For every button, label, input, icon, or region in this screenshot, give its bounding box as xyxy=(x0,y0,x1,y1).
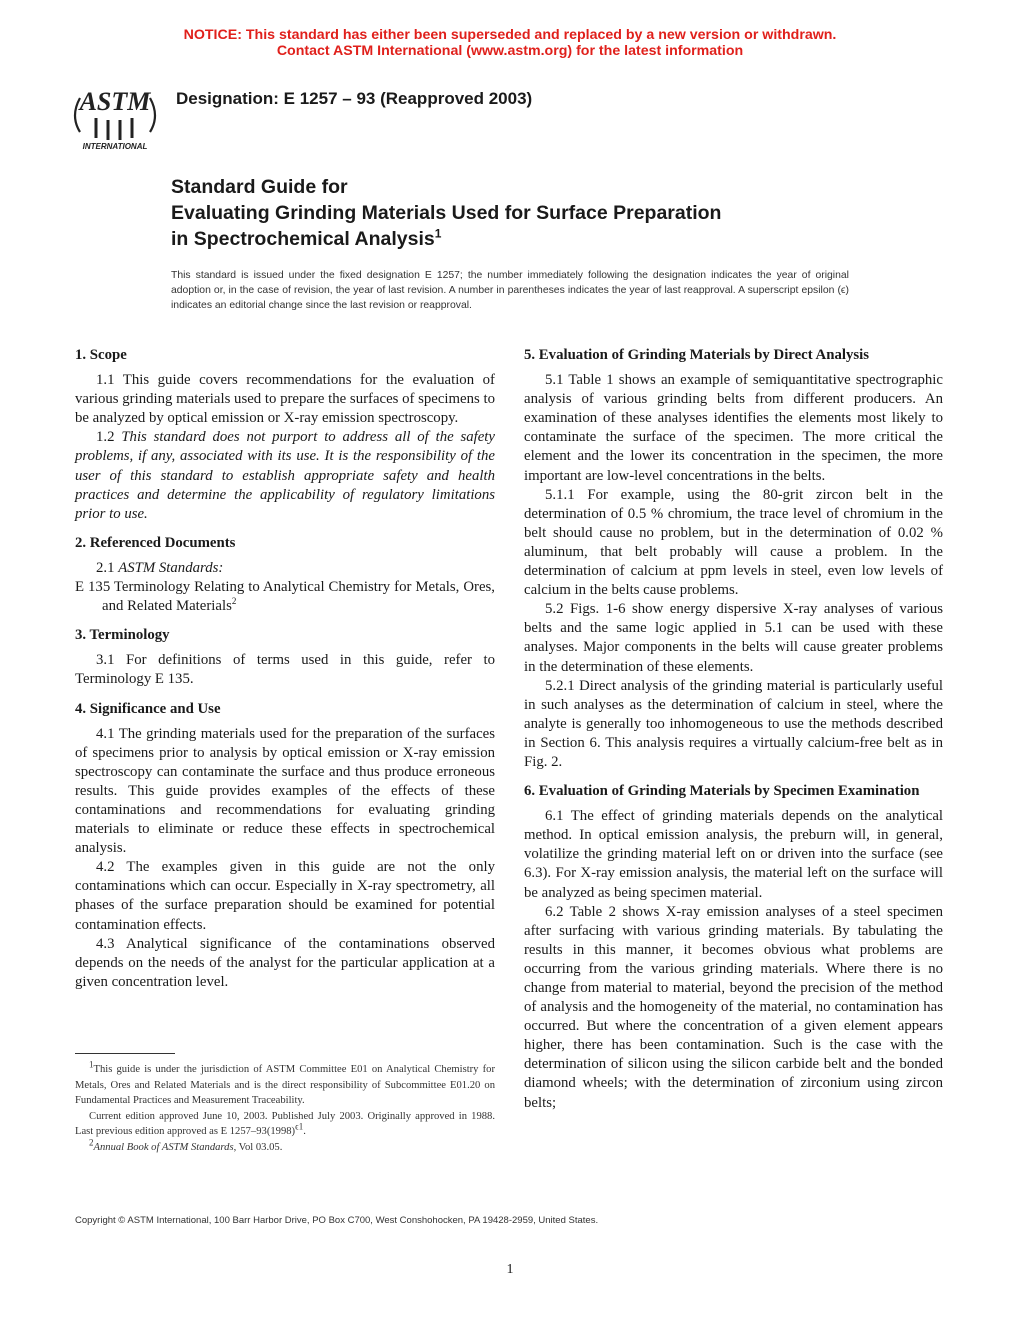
title-line-3: in Spectrochemical Analysis xyxy=(171,228,435,250)
notice-line-1: NOTICE: This standard has either been superseded and replaced by a new version or withdrawn. xyxy=(183,27,837,43)
paragraph-2-1-number: 2.1 xyxy=(96,559,119,576)
footnote-2 xyxy=(75,1136,495,1156)
section-heading-specimen-examination: 6. Evaluation of Grinding Materials by Specimen Examination xyxy=(524,783,920,800)
section-heading-direct-analysis: 5. Evaluation of Grinding Materials by Direct Analysis xyxy=(524,347,870,363)
paragraph-6-2: 6.2 Table 2 shows X-ray emission analyses of a steel specimen after surfacing with various grinding materials. By tabulating the results in this manner, it becomes obvious what problems are occurring from the various grinding materials. Where there is no change from material to material, beyond the precision of the method of analysis and the homogeneity of the material, no contamination has occurred. But where the concentration of a given element appears higher, there has been contamination. Such is the case with the determination of silicon using the silicon carbide belt and the bonded diamond wheels; with the determination of zirconium using zircon belts; xyxy=(524,903,943,1111)
paragraph-5-2-1: 5.2.1 Direct analysis of the grinding material is particularly useful in such analyses as the determination of calcium in steel, where the analyte is generally too inhomogeneous to use the methods described in Section 6. This analysis requires a virtually calcium-free belt as in Fig. 2. xyxy=(524,677,943,770)
logo-caption: INTERNATIONAL xyxy=(82,142,148,151)
section-heading-significance: 4. Significance and Use xyxy=(75,700,221,717)
footnote-1-text: This guide is under the jurisdiction of ASTM Committee E01 on Analytical Chemistry for Metals, Ores and Related Materials and is the direct responsibility of Subcommittee E01.20 on Fundamental Practices and Measurement Traceability. xyxy=(75,1064,495,1106)
footnote-1 xyxy=(75,1059,495,1109)
footnote-2-title: Annual Book of ASTM Standards xyxy=(93,1141,234,1153)
reference-e135-text: E 135 Terminology Relating to Analytical Chemistry for Metals, Ores, and Related Materials xyxy=(75,579,495,615)
section-heading-scope: 1. Scope xyxy=(75,347,127,363)
copyright-line: Copyright © ASTM International, 100 Barr Harbor Drive, PO Box C700, West Conshohocken, PA 19428-2959, United States. xyxy=(75,1215,599,1226)
paragraph-4-3: 4.3 Analytical significance of the contaminations observed depends on the needs of the analyst for the particular application at a given concentration level. xyxy=(75,935,495,990)
title-footnote-mark: 1 xyxy=(434,226,442,241)
page-number: 1 xyxy=(506,1262,514,1277)
paragraph-5-2: 5.2 Figs. 1-6 show energy dispersive X-ray analyses of various belts and the same logic applied in 5.1 can be used with these analyses. Major components in the belts will cause greater problems in the determination of these elements. xyxy=(524,601,943,675)
paragraph-1-2-number: 1.2 xyxy=(96,429,122,446)
title-line-1: Standard Guide for xyxy=(171,176,348,198)
footnotes xyxy=(75,1059,495,1155)
paragraph-5-1: 5.1 Table 1 shows an example of semiquantitative spectrographic analysis of various grinding belts from different producers. An examination of these analyses identifies the elements most likely to contaminate the surface of the specimen. The more critical the element and the lower its concentration in the specimen, the more important are low-level concentrations in the belts. xyxy=(524,372,943,484)
withdrawal-notice xyxy=(0,27,1020,59)
designation: Designation: E 1257 – 93 (Reapproved 2003) xyxy=(176,89,533,108)
document-title xyxy=(171,174,891,252)
footnote-2-mark: 2 xyxy=(89,1136,94,1147)
safety-statement: This standard does not purport to address all of the safety problems, if any, associated with its use. It is the responsibility of the user of this standard to establish appropriate safety and health practices and determine the applicability of regulatory limitations prior to use. xyxy=(75,429,495,522)
logo-letters: ASTM xyxy=(79,87,151,116)
paragraph-4-2: 4.2 The examples given in this guide are not the only contaminations which can occur. Especially in X-ray spectrometry, all phases of the surface preparation should be examined for potential contamination effects. xyxy=(75,859,495,933)
paragraph-6-1: 6.1 The effect of grinding materials depends on the analytical method. In optical emission analysis, the preburn will, in general, volatilize the grinding material left on or driven into the surface (see 6.3). For X-ray emission analysis, the material left on the surface will be analyzed as being specimen material. xyxy=(524,808,943,901)
section-heading-terminology: 3. Terminology xyxy=(75,627,170,644)
reference-e135 xyxy=(75,578,495,616)
edition-approved-end: . xyxy=(303,1126,306,1137)
paragraph-4-1: 4.1 The grinding materials used for the preparation of the surfaces of specimens prior to analysis by optical emission or X-ray emission spectroscopy can contaminate the surface and thus produce erroneous results. This guide provides examples of the effects of these contaminations and recommendations for evaluating grinding materials to eliminate or reduce these effects in spectrochemical analysis. xyxy=(75,725,495,857)
right-column xyxy=(524,346,943,1113)
footnote-2-volume: , Vol 03.05. xyxy=(233,1141,283,1153)
paragraph-2-1 xyxy=(75,559,495,578)
paragraph-1-1: 1.1 This guide covers recommendations for the evaluation of various grinding materials used to prepare the surfaces of specimens to be analyzed by optical emission or X-ray emission spectroscopy. xyxy=(75,372,495,427)
paragraph-1-2 xyxy=(75,428,495,523)
issue-note: This standard is issued under the fixed designation E 1257; the number immediately following the designation indicates the year of original adoption or, in the case of revision, the year of last revision. A number in parentheses indicates the year of last reapproval. A superscript epsilon (ϵ) indicates an editorial change since the last revision or reapproval. xyxy=(171,270,849,311)
epsilon-mark: ϵ1 xyxy=(295,1121,304,1132)
footnote-divider xyxy=(75,1053,175,1054)
paragraph-3-1: 3.1 For definitions of terms used in this guide, refer to Terminology E 135. xyxy=(75,652,495,688)
paragraph-5-1-1: 5.1.1 For example, using the 80-grit zircon belt in the determination of 0.5 % chromium, the trace level of chromium in the belt should cause no problem, but in the determination of 0.02 % aluminum, that belt probably will cause a problem. In the determination of calcium at ppm levels in steel, even low levels of calcium in the belts cause problems. xyxy=(524,486,943,599)
footnote-1-continued xyxy=(75,1109,495,1140)
edition-approved-text: Current edition approved June 10, 2003. Published July 2003. Originally approved in 1988. Last previous edition approved as E 1257–93(1998) xyxy=(75,1110,495,1137)
reference-footnote-mark: 2 xyxy=(231,596,237,607)
footnote-1-mark: 1 xyxy=(89,1059,94,1070)
left-column xyxy=(75,346,495,992)
notice-line-2: Contact ASTM International (www.astm.org) for the latest information xyxy=(276,43,744,59)
astm-standards-label: ASTM Standards: xyxy=(118,559,224,576)
title-line-2: Evaluating Grinding Materials Used for Surface Preparation xyxy=(171,202,722,224)
astm-logo xyxy=(66,76,164,152)
section-heading-referenced-documents: 2. Referenced Documents xyxy=(75,534,236,551)
